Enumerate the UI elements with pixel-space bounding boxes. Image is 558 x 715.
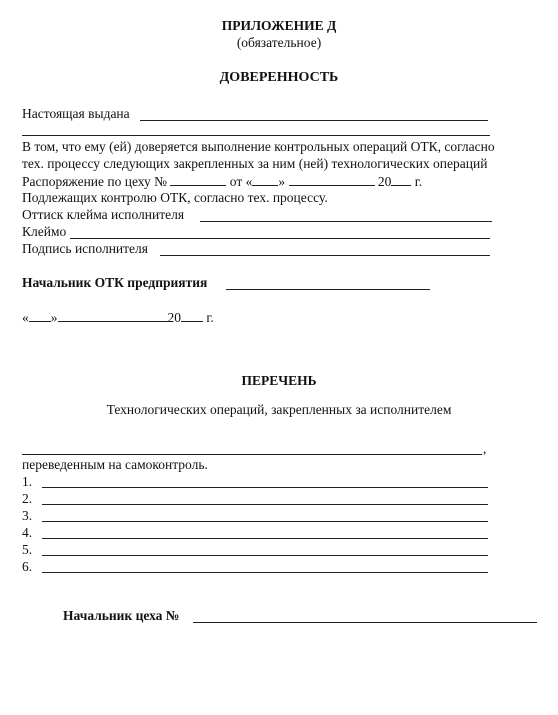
date-day-line xyxy=(29,310,51,322)
issued-to-line xyxy=(140,120,488,121)
document-title: ДОВЕРЕННОСТЬ xyxy=(219,70,339,85)
stamp-imprint-line xyxy=(200,221,492,222)
executor-comma: , xyxy=(483,441,487,456)
order-label: Распоряжение по цеху № xyxy=(22,174,168,189)
date-year: 20 xyxy=(167,310,181,325)
stamp-label: Клеймо xyxy=(22,224,67,239)
list-item-line xyxy=(42,487,488,488)
order-month-line xyxy=(289,174,375,186)
issued-to-label: Настоящая выдана xyxy=(22,106,130,121)
self-control-text: переведенным на самоконтроль. xyxy=(22,457,208,472)
list-item-line xyxy=(42,538,488,539)
blank-line xyxy=(22,135,490,136)
date-suffix: г. xyxy=(206,310,214,325)
order-year: 20 xyxy=(377,174,392,189)
appendix-heading: ПРИЛОЖЕНИЕ Д xyxy=(221,18,337,33)
list-item-line xyxy=(42,555,488,556)
list-item-number: 6. xyxy=(22,559,33,574)
order-day-line xyxy=(252,174,278,186)
mandatory-note: (обязательное) xyxy=(236,35,322,50)
order-row xyxy=(22,174,422,189)
list-item-line xyxy=(42,521,488,522)
date-row xyxy=(22,310,214,325)
stamp-line xyxy=(70,238,490,239)
qc-head-line xyxy=(226,289,430,290)
date-month-line xyxy=(58,310,168,322)
trust-text-line1: В том, что ему (ей) доверяется выполнение контрольных операций ОТК, согласно xyxy=(22,139,495,154)
list-item-number: 2. xyxy=(22,491,33,506)
list-item-number: 3. xyxy=(22,508,33,523)
list-item-number: 5. xyxy=(22,542,33,557)
list-item-line xyxy=(42,572,488,573)
list-item-number: 1. xyxy=(22,474,33,489)
list-item-line xyxy=(42,504,488,505)
shop-head-label: Начальник цеха № xyxy=(63,608,180,623)
signature-line xyxy=(160,255,490,256)
trust-text-line2: тех. процессу следующих закрепленных за ним (ней) технологических операций xyxy=(22,156,488,171)
order-close: » xyxy=(278,174,286,189)
order-from: от « xyxy=(229,174,253,189)
qc-head-label: Начальник ОТК предприятия xyxy=(22,275,208,290)
control-text: Подлежащих контролю ОТК, согласно тех. процессу. xyxy=(22,190,328,205)
order-year-line xyxy=(391,174,411,186)
executor-line xyxy=(22,454,482,455)
date-close: » xyxy=(50,310,58,325)
signature-label: Подпись исполнителя xyxy=(22,241,148,256)
order-number-line xyxy=(170,174,226,186)
stamp-imprint-label: Оттиск клейма исполнителя xyxy=(22,207,185,222)
date-year-line xyxy=(181,310,203,322)
shop-head-line xyxy=(193,622,537,623)
list-subtitle: Технологических операций, закрепленных за исполнителем xyxy=(106,402,452,417)
list-title: ПЕРЕЧЕНЬ xyxy=(241,373,317,388)
date-open: « xyxy=(22,310,29,325)
order-year-suffix: г. xyxy=(414,174,423,189)
list-item-number: 4. xyxy=(22,525,33,540)
